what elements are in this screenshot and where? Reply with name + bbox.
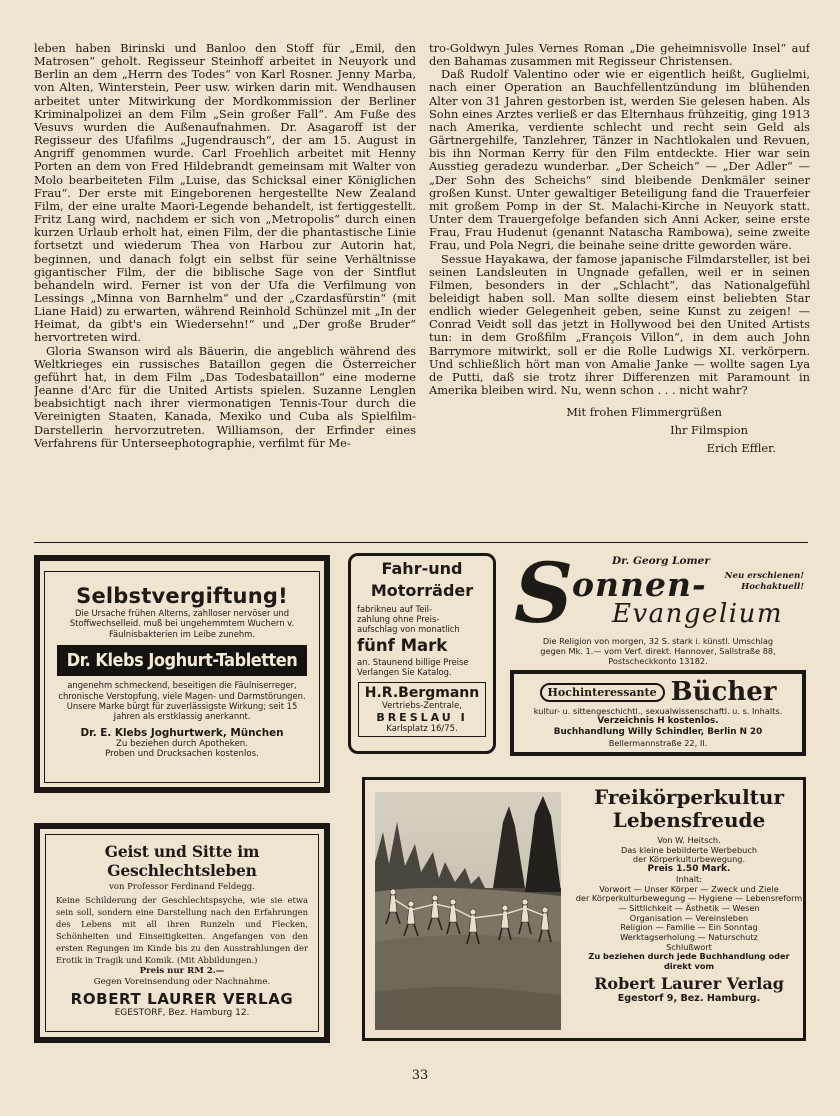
ad-terms: Gegen Voreinsendung oder Nachnahme. [93,977,271,988]
ad-order: direkt vom [664,961,714,972]
ad-street: Karlsplatz 16/75. [386,724,458,734]
ad-address-box [358,682,486,737]
ad-contents: Religion — Familie — Ein Sonntag [620,922,758,933]
ad-badge-text: Hochaktuell! [741,582,804,592]
ad-new-badge [725,571,804,593]
ad-title: Lebensfreude [612,808,766,832]
outdoor-dance-photo [375,792,561,1030]
ad-contents: Organisation — Vereinsleben [629,912,749,923]
ad-company: Dr. E. Klebs Joghurtwerk, München [80,726,284,739]
article-paragraph: Gloria Swanson wird als Bäuerin, die angeblich während des Weltkrieges ein russisches Bataillon gegen die Österreicher geführt hat, in dem Film „Das Todesbataillon“ eine moderne Jeanne d'Arc für die United Artists spielen. Suzanne Lenglen beabsichtigt nach ihrer viermonatigen Tennis-Tour durch die Vereinigten Staaten, Kanada, Mexiko und Cuba als Spielfilm-Darstellerin hervorzutreten. Williamson, der Erfinder eines Verfahrens für Unterseephotographie, verfilmt für Me- [34,343,416,450]
ad-bergmann-bicycles [346,551,498,756]
ad-text: Verzeichnis H kostenlos. [597,716,719,726]
ad-text-block [573,786,805,1004]
ad-text: Vertriebs-Zentrale, [382,701,462,711]
ad-price: Preis 1.50 Mark. [647,864,731,875]
page-number: 33 [411,1068,429,1083]
ad-address: Bellermannstraße 22, II. [608,738,708,748]
ad-note: Proben und Drucksachen kostenlos. [105,749,259,760]
ad-author: von Professor Ferdinand Feldegg. [109,882,255,892]
article-paragraph: leben haben Birinski und Banloo den Stoff für „Emil, den Matrosen“ geholt. Regisseur Steinhoff arbeitet in Neuyork und Berlin an dem „Herrn des Todes“ von Karl Rosner. Jenny Marba, von Alten, Winterstein, Peer usw. wirken darin mit. Wendhausen arbeitet unter Mitwirkung der Mordkommission der Berliner Kriminalpolizei an dem Film „Sein großer Fall“. Am Fuße des Vesuvs wurden die Außenaufnahmen. Dr. Asagaroff ist der Regisseur des Ufafilms „Jugendrausch“, der am 15. August in Angriff genommen wurde. Carl Froehlich arbeitet mit Henny Porten an dem von Fred Hildebrandt gemeinsam mit Walter von Molo bearbeiteten Film „Luise, das Schicksal einer Königlichen Frau“. Der erste mit Eingeborenen hergestellte New Zealand Film, der eine uralte Maori-Legende behandelt, ist fertiggestellt. Fritz Lang wird, nachdem er sich von „Metropolis“ durch einen kurzen Urlaub erholt hat, einen Film, der die phantastische Linie fortsetzt und wiederum Thea von Harbou zur Autorin hat, beginnen, und danach folgt ein selbst für seine Verhältnisse gigantischer Film, der die biblische Sage von der Sintflut behandeln wird. Ferner ist von der Ufa die Verfilmung von Lessings „Minna von Barnhelm“ und der „Czardasfürstin“ (mit Liane Haid) zu erwarten, während Reinhold Schünzel mit „In der Heimat, da gibt's ein Wiedersehn!“ und „Der große Bruder“ hervortreten wird. [34,42,416,345]
signoff-greeting: Mit frohen Flimmergrüßen [566,405,722,420]
ad-text: kultur- u. sittengeschichtl., sexualwissenschaftl. u. s. Inhalts. [533,706,783,716]
ad-address: Egestorf 9, Bez. Hamburg. [617,992,761,1004]
ad-heading [514,678,802,706]
ad-highlight: fünf Mark [357,636,448,655]
ad-price: Preis nur RM 2.— [139,966,225,977]
ad-title: onnen- [572,565,707,604]
article-column-right [429,42,810,532]
ad-order: Zu beziehen durch jede Buchhandlung oder [588,951,790,962]
ad-title: Bücher [670,677,777,707]
ad-inner-frame [348,553,496,754]
ad-photo [375,792,561,1030]
ad-inner-frame [510,670,806,756]
ad-text: der Körperkulturbewegung. [632,854,746,865]
ad-text: gegen Mk. 1.— vom Verf. direkt. Hannover, Sallstraße 88, [540,645,776,656]
ad-text: fabrikneu auf Teil- [357,604,433,614]
ad-product-banner: Dr. Klebs Joghurt-Tabletten [57,645,307,676]
ad-contents: Vorwort — Unser Körper — Zweck und Ziele [599,883,779,894]
ad-note: Zu beziehen durch Apotheken. [116,738,248,749]
ad-description [512,637,804,666]
ad-klebs-joghurt [34,555,330,793]
ad-address: EGESTORF, Bez. Hamburg 12. [114,1008,250,1019]
signoff [429,403,810,457]
ad-company: Robert Laurer Verlag [594,973,784,993]
article-paragraph: Daß Rudolf Valentino oder wie er eigentlich heißt, Guglielmi, nach einer Operation an Bauchfellentzündung im blühenden Alter von 31 Jahren gestorben ist, werden Sie gelesen haben. Als Sohn eines Arztes verließ er das Elternhaus frühzeitig, ging 1913 nach Amerika, verdiente schlecht und recht sein Geld als Gärtnergehilfe, Tanzlehrer, Tänzer in Nachtlokalen und Revuen, bis ihn Norman Kerry für den Film entdeckte. Hier war sein Ausstieg geradezu wunderbar. „Der Scheich“ — „Der Adler“ — „Der Sohn des Scheichs“ sind bleibende Denkmäler seiner großen Kunst. Unter gewaltiger Beteiligung fand die Trauerfeier mit großem Pomp in der St. Malachi-Kirche in Neuyork statt. Unter dem Trauergefolge befanden sich Anni Acker, seine erste Frau, Frau Hudenut (genannt Natascha Rambowa), seine zweite Frau, und Pola Negri, die beinahe seine dritte geworden wäre. [429,67,810,253]
ad-freikoerperkultur [360,775,808,1043]
ad-title: Fahr-und [381,559,463,578]
ad-text: angenehm schmeckend, beseitigen die Fäulniserreger, chronische Verstopfung, viele Magen- und Darmstörungen. Unsere Marke bürgt für zuverlässigste Wirkung; seit 15 Jahren als erstklassig anerkannt. [58,680,306,722]
ad-company: H.R.Bergmann [364,685,480,701]
ad-label: Hochinteressante [540,683,665,702]
ad-contents: Werktagserholung — Naturschutz [620,932,758,943]
divider-rule [34,542,808,543]
ad-company: Buchhandlung Willy Schindler, Berlin N 20 [553,727,763,737]
ad-geist-und-sitte [34,823,330,1043]
ad-text: Postscheckkonto 13182. [608,655,708,666]
ad-badge-text: Neu erschienen! [724,571,804,581]
ad-contents-label: Inhalt: [675,873,703,884]
ad-company: ROBERT LAURER VERLAG [70,990,294,1009]
ad-text: zahlung ohne Preis- [357,614,440,624]
ad-author: Dr. Georg Lomer [612,555,710,567]
article-paragraph: tro-Goldwyn Jules Vernes Roman „Die geheimnisvolle Insel“ auf den Bahamas zusammen mit Regisseur Christensen. [429,42,810,69]
ad-inner-frame [362,777,806,1041]
ad-city: BRESLAU I [376,711,468,724]
ad-title: Geist und Sitte im Geschlechtsleben [104,842,260,880]
ad-initial: S [514,551,574,642]
ad-text: Die Ursache frühen Alterns, zahlloser nervöser und Stoffwechselleid. muß bei ungehemmtem Wuchern v. Fäulnisbakterien im Leibe zunehm. [69,608,295,639]
ad-title: Selbstvergiftung! [76,584,288,608]
ad-contents: der Körperkulturbewegung — Hygiene — Lebensreform — Sittlichkeit — Ästhetik — Wesen [575,893,803,913]
ad-text: Verlangen Sie Katalog. [357,667,452,677]
ad-author: Von W. Heitsch. [657,835,721,845]
ad-inner-frame [45,834,319,1032]
article-column-left [34,42,416,532]
ad-text: Das kleine bebilderte Werbebuch [620,844,758,855]
ad-schindler-buecher [508,668,808,758]
ad-title: Motorräder [370,581,474,600]
ad-text: Die Religion von morgen, 32 S. stark i. künstl. Umschlag [542,636,774,646]
ad-text: Keine Schilderung der Geschlechtspsyche, wie sie etwa sein soll, sondern eine Darstellung nach den Erfahrungen des Lebens mit all ihren Runzeln und Flecken, Schönheiten und Einseitigkeiten. Angefangen von den ersten Regungen im Kinde bis zu den Ausstrahlungen der Erotik in Tragik und Komik. (Mit Abbildungen.) [56,895,308,965]
signoff-from: Ihr Filmspion [670,423,748,438]
ad-text: an. Staunend billige Preise [357,657,469,667]
article-paragraph: Sessue Hayakawa, der famose japanische Filmdarsteller, ist bei seinen Landsleuten in Ungnade gefallen, weil er in seinen Filmen, besonders in der „Schlacht“, das Nationalgefühl beleidigt haben soll. Man sollte diesem einst beliebten Star endlich wieder Gelegenheit geben, seine Kunst zu zeigen! — Conrad Veidt soll das jetzt in Hollywood bei den United Artists tun: in dem Großfilm „François Villon“, in dem auch John Barrymore mitwirkt, soll er die Rolle Ludwigs XI. verkörpern. Und schließlich hört man von Amalie Janke — wollte sagen Lya de Putti, daß sie trotz ihrer Differenzen mit Paramount in Amerika bleiben wird. Nu, wenn schon . . . nicht wahr? [429,251,810,398]
signoff-author: Erich Effler. [706,441,776,456]
ad-text: aufschlag von monatlich [357,624,460,634]
ad-inner-frame [44,571,320,783]
ad-contents: Schlußwort [666,941,712,952]
ad-title: Evangelium [612,599,783,629]
ad-title: Freikörperkultur [594,785,784,809]
ad-sonnen-evangelium [508,551,808,666]
